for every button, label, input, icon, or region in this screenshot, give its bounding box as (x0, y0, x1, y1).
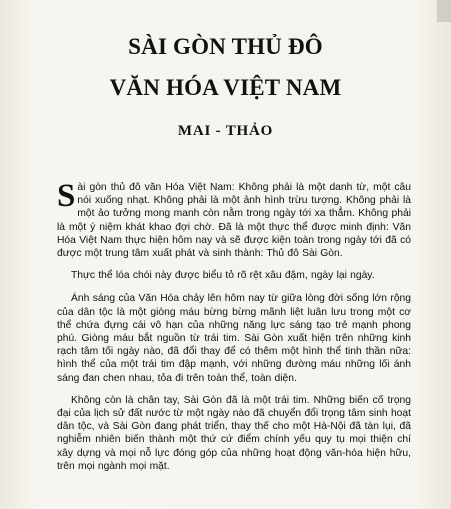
paragraph-3: Ánh sáng của Văn Hóa chảy lên hôm nay từ giữa lòng đời sống lớn rộng của dân tộc là một giòng máu bừng bừng mãnh liệt luân lưu trong một cơ thể chứa đựng cái vô hạn của những năng lực sáng tạo trẻ mạnh phong phú. Giòng máu bắt nguồn từ trái tim. Sài Gòn xuất hiện trên những kinh rạch tâm tối ngày nào, đã đổi thay để có thêm một hình thể tinh thần nữa: hình thể của một trái tim đập mạnh, với những đường máu những lối ánh sáng đan chen nhau, tỏa đi trên toàn thể, toàn diện. (57, 293, 411, 384)
paragraph-4: Không còn là chân tay, Sài Gòn đã là một trái tim. Những biến cố trọng đại của lịch sử đất nước từ một ngày nào đã chuyển đổi trọng tâm sinh hoạt dân tộc, và Sài Gòn đang phát triển, thay thế cho một Hà-Nội đã tàn lụi, đã nghiễm nhiên biến thành một thứ cứ điểm chính yếu quy tụ mọi thiện chí xây dựng và mọi nỗ lực đóng góp của những hoạt động văn-hóa hiện hữu, trên mọi ngành mọi mặt. (57, 394, 411, 472)
article-body (57, 178, 411, 482)
paragraph-1-text: ài gòn thủ đô văn Hóa Việt Nam: Không phải là một danh từ, một câu nói xuống nhạt. Không phải là một ảnh hình trừu tượng. Không phải là một ảo tưởng mong manh còn nằm trong ngày tới xa thẳm. Không phải là một ý niệm khát khao đợi chờ. Đã là một thực thể được minh định: Văn Hóa Việt Nam thực hiện hôm nay và sẽ được kiện toàn trong ngày tới đã có được một trung tâm xuất phát và sinh thành: Thủ đô Sài Gòn. (57, 182, 411, 260)
paragraph-2: Thực thể lóa chói này được biểu tỏ rõ rệt xâu đậm, ngày lại ngày. (71, 270, 375, 282)
author-name: MAI - THẢO (177, 122, 274, 139)
paragraph-1 (57, 178, 411, 260)
header-block (0, 34, 451, 140)
title-line-1: SÀI GÒN THỦ ĐÔ (128, 34, 323, 59)
scan-corner-mark (437, 0, 451, 22)
dropcap: S (57, 178, 76, 214)
title-line-2: VĂN HÓA VIỆT NAM (109, 75, 342, 101)
